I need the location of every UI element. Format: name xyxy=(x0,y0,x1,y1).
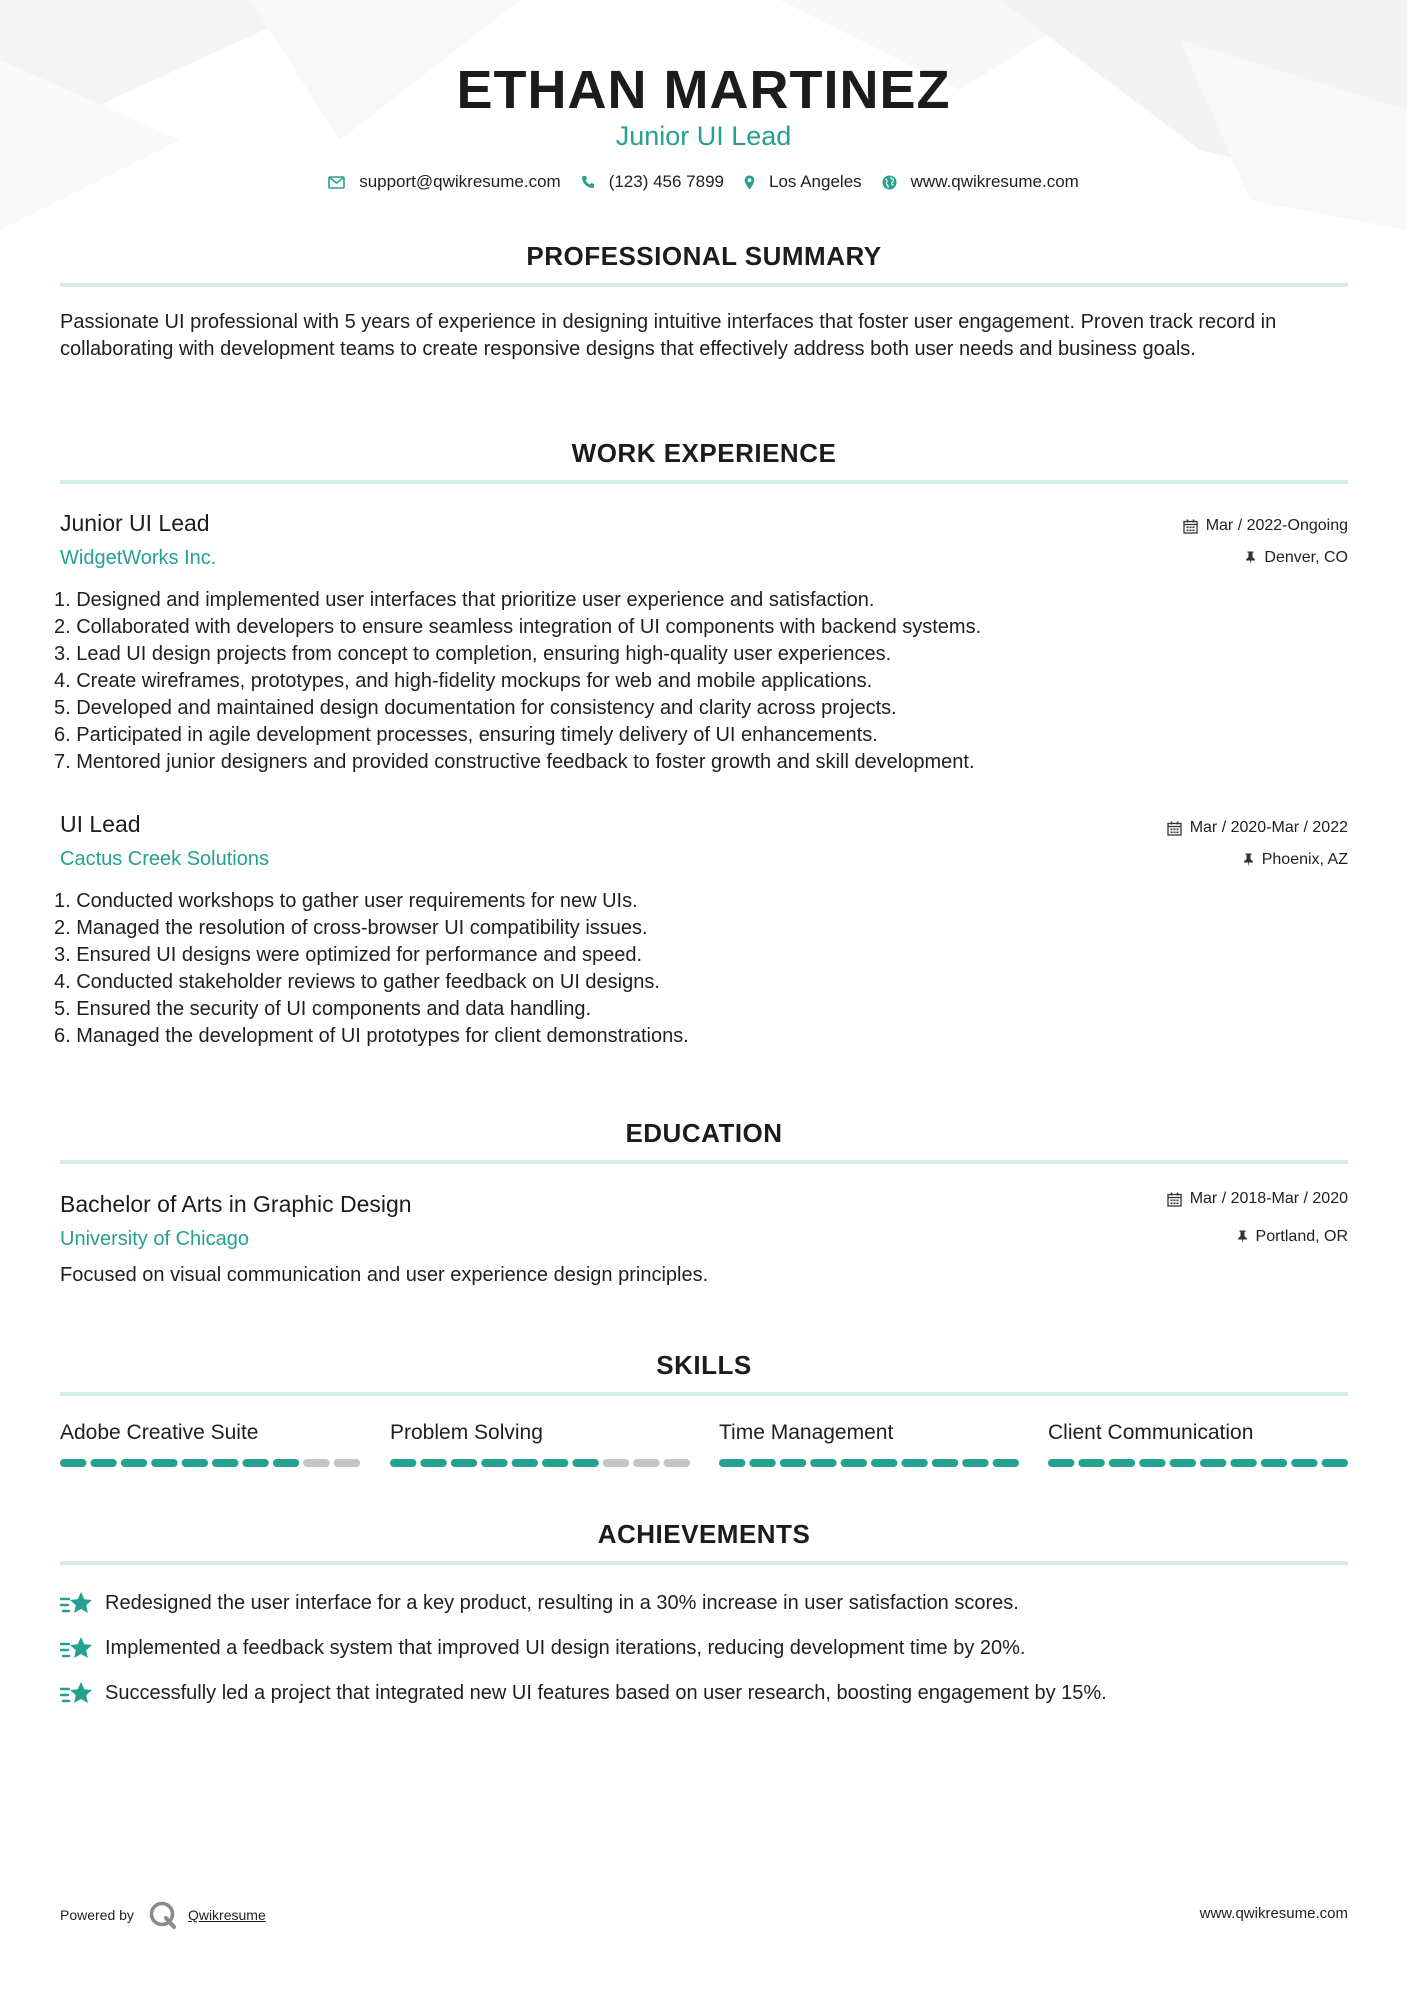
bullet-item: 5. Ensured the security of UI components and data handling. xyxy=(54,998,592,1020)
star-icon xyxy=(60,1590,93,1616)
contact-website[interactable] xyxy=(882,172,1079,192)
section-divider xyxy=(60,1561,1348,1565)
location-icon xyxy=(744,175,755,190)
skill-segment-filled xyxy=(60,1459,86,1467)
education-degree: Bachelor of Arts in Graphic Design xyxy=(60,1191,412,1217)
skill-segment-filled xyxy=(182,1459,208,1467)
skill-item xyxy=(1048,1420,1348,1446)
skill-segment-filled xyxy=(1230,1459,1256,1467)
email-icon xyxy=(328,176,345,189)
skill-rating xyxy=(719,1458,1019,1468)
section-title-summary: PROFESSIONAL SUMMARY xyxy=(526,241,882,271)
bullet-item: 1. Designed and implemented user interfaces that prioritize user experience and satisfaction. xyxy=(54,589,875,611)
skill-name: Client Communication xyxy=(1048,1421,1254,1444)
achievement-text: Successfully led a project that integrated new UI features based on user research, boosting engagement by 15%. xyxy=(105,1682,1107,1704)
skill-segment-filled xyxy=(841,1459,867,1467)
job-bullets xyxy=(54,888,1354,1050)
qwikresume-logo-icon xyxy=(148,1900,178,1930)
skill-segment-filled xyxy=(1048,1459,1074,1467)
skill-segment-filled xyxy=(90,1459,116,1467)
job-title: Junior UI Lead xyxy=(60,510,210,536)
skill-item xyxy=(390,1420,690,1446)
education-dates-text: Mar / 2018-Mar / 2020 xyxy=(1189,1190,1348,1207)
job-company: WidgetWorks Inc. xyxy=(60,547,217,569)
skill-segment-filled xyxy=(572,1459,598,1467)
candidate-title: Junior UI Lead xyxy=(615,121,792,151)
bullet-item: 2. Collaborated with developers to ensure seamless integration of UI components with backend systems. xyxy=(54,616,982,638)
skill-segment-filled xyxy=(1200,1459,1226,1467)
skill-segment-empty xyxy=(603,1459,629,1467)
job-location-text: Phoenix, AZ xyxy=(1261,851,1348,868)
bullet-item: 3. Lead UI design projects from concept to completion, ensuring high-quality user experiences. xyxy=(54,643,892,665)
skill-rating xyxy=(60,1458,360,1468)
job-dates xyxy=(1183,516,1348,536)
section-divider xyxy=(60,1392,1348,1396)
achievement-text: Redesigned the user interface for a key product, resulting in a 30% increase in user satisfaction scores. xyxy=(105,1592,1019,1614)
skill-segment-filled xyxy=(1170,1459,1196,1467)
qwikresume-link[interactable]: Qwikresume xyxy=(187,1907,266,1923)
skill-segment-filled xyxy=(242,1459,268,1467)
pin-icon xyxy=(1243,853,1254,867)
section-title-education: EDUCATION xyxy=(625,1118,783,1148)
section-title-experience: WORK EXPERIENCE xyxy=(571,438,837,468)
education-dates xyxy=(1167,1189,1348,1209)
section-title-skills: SKILLS xyxy=(656,1350,752,1380)
star-icon xyxy=(60,1680,93,1706)
skill-segment-filled xyxy=(901,1459,927,1467)
skill-name: Problem Solving xyxy=(390,1421,543,1444)
calendar-icon xyxy=(1167,1192,1182,1207)
skill-segment-filled xyxy=(1291,1459,1317,1467)
bullet-item: 1. Conducted workshops to gather user requirements for new UIs. xyxy=(54,890,638,912)
achievement-item xyxy=(60,1680,1107,1706)
bullet-item: 6. Participated in agile development processes, ensuring timely delivery of UI enhancements. xyxy=(54,724,878,746)
contact-email-text: support@qwikresume.com xyxy=(359,172,561,191)
bullet-item: 6. Managed the development of UI prototypes for client demonstrations. xyxy=(54,1025,689,1047)
job-dates xyxy=(1167,818,1348,838)
pin-icon xyxy=(1245,551,1256,565)
section-divider xyxy=(60,480,1348,484)
education-location xyxy=(1237,1227,1348,1247)
contact-location-text: Los Angeles xyxy=(769,172,862,191)
job-title: UI Lead xyxy=(60,811,141,837)
skill-segment-filled xyxy=(719,1459,745,1467)
skill-segment-filled xyxy=(512,1459,538,1467)
skill-segment-filled xyxy=(749,1459,775,1467)
bullet-item: 4. Create wireframes, prototypes, and high-fidelity mockups for web and mobile applications. xyxy=(54,670,873,692)
skill-segment-filled xyxy=(1322,1459,1348,1467)
footer-website[interactable]: www.qwikresume.com xyxy=(1199,1905,1348,1922)
education-school: University of Chicago xyxy=(60,1228,249,1250)
contact-phone-text: (123) 456 7899 xyxy=(608,172,725,191)
section-title-achievements: ACHIEVEMENTS xyxy=(597,1519,811,1549)
contact-email[interactable] xyxy=(328,172,561,192)
candidate-name: ETHAN MARTINEZ xyxy=(456,60,951,120)
skill-segment-filled xyxy=(451,1459,477,1467)
bullet-item: 5. Developed and maintained design documentation for consistency and clarity across projects. xyxy=(54,697,897,719)
skill-rating xyxy=(1048,1458,1348,1468)
skill-segment-filled xyxy=(1261,1459,1287,1467)
job-location-text: Denver, CO xyxy=(1264,549,1348,566)
achievement-text: Implemented a feedback system that improved UI design iterations, reducing development time by 20%. xyxy=(105,1637,1026,1659)
skill-segment-empty xyxy=(303,1459,329,1467)
bullet-item: 2. Managed the resolution of cross-browser UI compatibility issues. xyxy=(54,917,648,939)
skill-name: Adobe Creative Suite xyxy=(60,1421,259,1444)
skill-name: Time Management xyxy=(719,1421,894,1444)
job-location xyxy=(1245,548,1348,568)
skill-segment-empty xyxy=(334,1459,360,1467)
footer-powered-by xyxy=(60,1900,266,1930)
education-location-text: Portland, OR xyxy=(1255,1228,1348,1245)
globe-icon xyxy=(882,175,897,190)
skill-segment-filled xyxy=(810,1459,836,1467)
skill-item xyxy=(60,1420,360,1446)
contact-bar xyxy=(0,172,1407,192)
achievement-item xyxy=(60,1590,1019,1616)
skill-segment-filled xyxy=(151,1459,177,1467)
section-divider xyxy=(60,1160,1348,1164)
skill-segment-filled xyxy=(481,1459,507,1467)
skill-segment-filled xyxy=(542,1459,568,1467)
calendar-icon xyxy=(1183,519,1198,534)
skill-segment-filled xyxy=(273,1459,299,1467)
skill-segment-filled xyxy=(871,1459,897,1467)
skill-segment-filled xyxy=(993,1459,1019,1467)
skill-segment-filled xyxy=(932,1459,958,1467)
skill-segment-filled xyxy=(1109,1459,1135,1467)
powered-by-label: Powered by xyxy=(60,1907,134,1923)
calendar-icon xyxy=(1167,821,1182,836)
skill-segment-filled xyxy=(212,1459,238,1467)
contact-website-text: www.qwikresume.com xyxy=(910,172,1079,191)
contact-phone[interactable] xyxy=(581,172,724,192)
skill-segment-filled xyxy=(780,1459,806,1467)
skill-segment-empty xyxy=(664,1459,690,1467)
skill-item xyxy=(719,1420,1019,1446)
summary-text: Passionate UI professional with 5 years of experience in designing intuitive interfaces that foster user engagement. Proven track record in collaborating with development teams to create responsive designs that effectively address both user needs and business goals. xyxy=(60,311,1277,360)
section-divider xyxy=(60,283,1348,287)
skill-segment-filled xyxy=(1139,1459,1165,1467)
star-icon xyxy=(60,1635,93,1661)
pin-icon xyxy=(1237,1230,1248,1244)
contact-location xyxy=(744,172,862,192)
job-location xyxy=(1243,850,1348,870)
skill-segment-empty xyxy=(633,1459,659,1467)
phone-icon xyxy=(581,175,595,189)
skill-segment-filled xyxy=(1078,1459,1104,1467)
job-dates-text: Mar / 2022-Ongoing xyxy=(1205,517,1348,534)
bullet-item: 3. Ensured UI designs were optimized for performance and speed. xyxy=(54,944,643,966)
job-bullets xyxy=(54,587,1354,776)
job-company: Cactus Creek Solutions xyxy=(60,848,269,870)
bullet-item: 4. Conducted stakeholder reviews to gather feedback on UI designs. xyxy=(54,971,660,993)
achievement-item xyxy=(60,1635,1025,1661)
skill-segment-filled xyxy=(420,1459,446,1467)
job-dates-text: Mar / 2020-Mar / 2022 xyxy=(1189,819,1348,836)
skill-segment-filled xyxy=(121,1459,147,1467)
skill-segment-filled xyxy=(390,1459,416,1467)
skill-rating xyxy=(390,1458,690,1468)
skill-segment-filled xyxy=(962,1459,988,1467)
bullet-item: 7. Mentored junior designers and provided constructive feedback to foster growth and skill development. xyxy=(54,751,975,773)
education-description: Focused on visual communication and user experience design principles. xyxy=(60,1264,709,1286)
